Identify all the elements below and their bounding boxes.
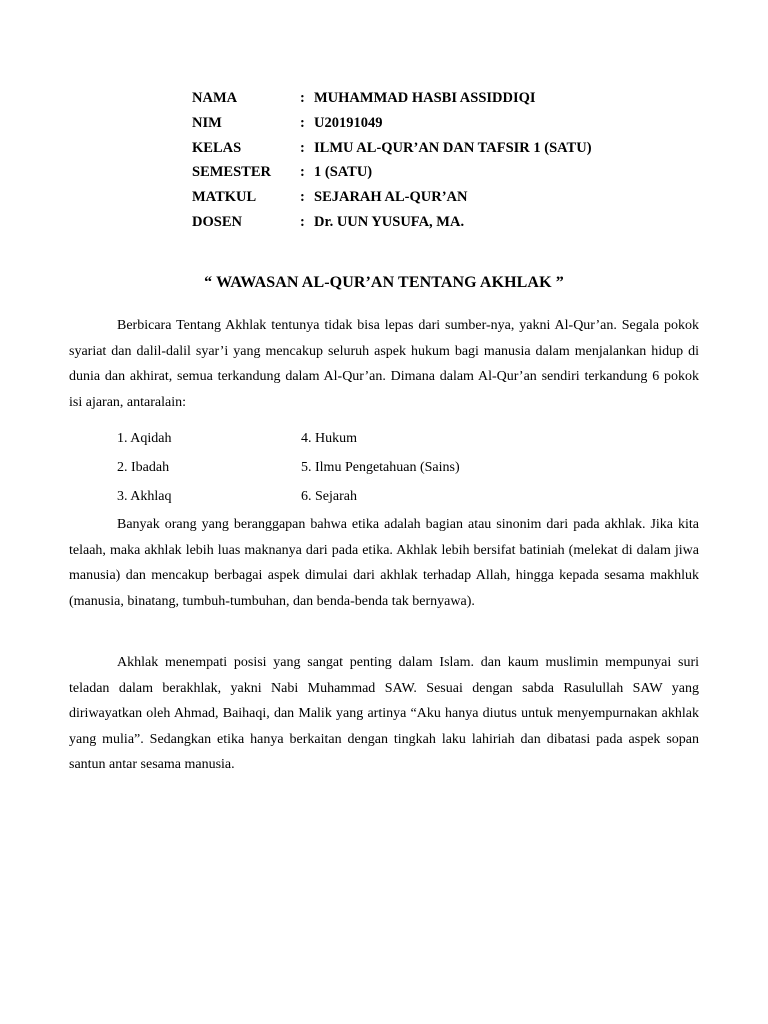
identity-value: U20191049 [314,114,383,131]
list-item: 5. Ilmu Pengetahuan (Sains) [301,460,460,475]
identity-separator: : [300,90,305,106]
identity-label: MATKUL [192,189,257,206]
list-item: 6. Sejarah [301,489,357,504]
list-item: 1. Aqidah [117,431,172,446]
paragraph-ethics: Banyak orang yang beranggapan bahwa etika adalah bagian atau sinonim dari pada akhlak. Jika kita telaah, maka akhlak lebih luas maknanya dari pada etika. Akhlak lebih bersifat batiniah (melekat di dalam jiwa manusia) dan mencakup berbagai aspek dimulai dari akhlak terhadap Allah, hingga kepada sesama makhluk (manusia, binatang, tumbuh-tumbuhan, dan benda-benda tak bernyawa). [69,517,699,609]
identity-label: DOSEN [192,213,242,230]
identity-row-semester [192,160,592,185]
teachings-list [117,426,460,513]
document-title: “ WAWASAN AL-QUR’AN TENTANG AKHLAK ” [204,274,564,291]
identity-label: SEMESTER [192,164,271,181]
identity-row-dosen [192,210,592,235]
identity-label: NIM [192,114,222,131]
list-item: 2. Ibadah [117,460,170,475]
paragraph-islam: Akhlak menempati posisi yang sangat penting dalam Islam. dan kaum muslimin mempunyai suri teladan dalam berakhlak, yakni Nabi Muhammad SAW. Sesuai dengan sabda Rasulullah SAW yang diriwayatkan oleh Ahmad, Baihaqi, dan Malik yang artinya “Aku hanya diutus untuk menyempurnakan akhlak yang mulia”. Sedangkan etika hanya berkaitan dengan tingkah laku lahiriah dan dibatasi pada aspek sopan santun antar sesama manusia. [69,655,699,772]
identity-separator: : [300,189,305,206]
identity-separator: : [300,213,305,230]
identity-table [192,86,592,235]
identity-value: MUHAMMAD HASBI ASSIDDIQI [314,90,536,106]
list-item: 4. Hukum [301,431,357,446]
identity-separator: : [300,114,305,131]
identity-value: ILMU AL-QUR’AN DAN TAFSIR 1 (SATU) [314,139,592,156]
list-row [117,455,460,484]
list-item: 3. Akhlaq [117,489,172,504]
identity-label: NAMA [192,90,238,106]
identity-row-kelas [192,136,592,161]
identity-separator: : [300,164,305,181]
identity-value: 1 (SATU) [314,164,373,181]
identity-label: KELAS [192,139,242,156]
list-row [117,426,460,455]
identity-row-nama [192,86,592,111]
identity-row-nim [192,111,592,136]
identity-separator: : [300,139,305,156]
paragraph-intro: Berbicara Tentang Akhlak tentunya tidak bisa lepas dari sumber-nya, yakni Al-Qur’an. Segala pokok syariat dan dalil-dalil syar’i yang mencakup seluruh aspek hukum bagi manusia dalam menjalankan hidup di dunia dan akhirat, semua terkandung dalam Al-Qur’an. Dimana dalam Al-Qur’an sendiri terkandung 6 pokok isi ajaran, antaralain: [69,318,699,410]
list-row [117,484,460,513]
identity-value: Dr. UUN YUSUFA, MA. [314,213,465,230]
identity-row-matkul [192,185,592,210]
identity-value: SEJARAH AL-QUR’AN [314,189,468,206]
